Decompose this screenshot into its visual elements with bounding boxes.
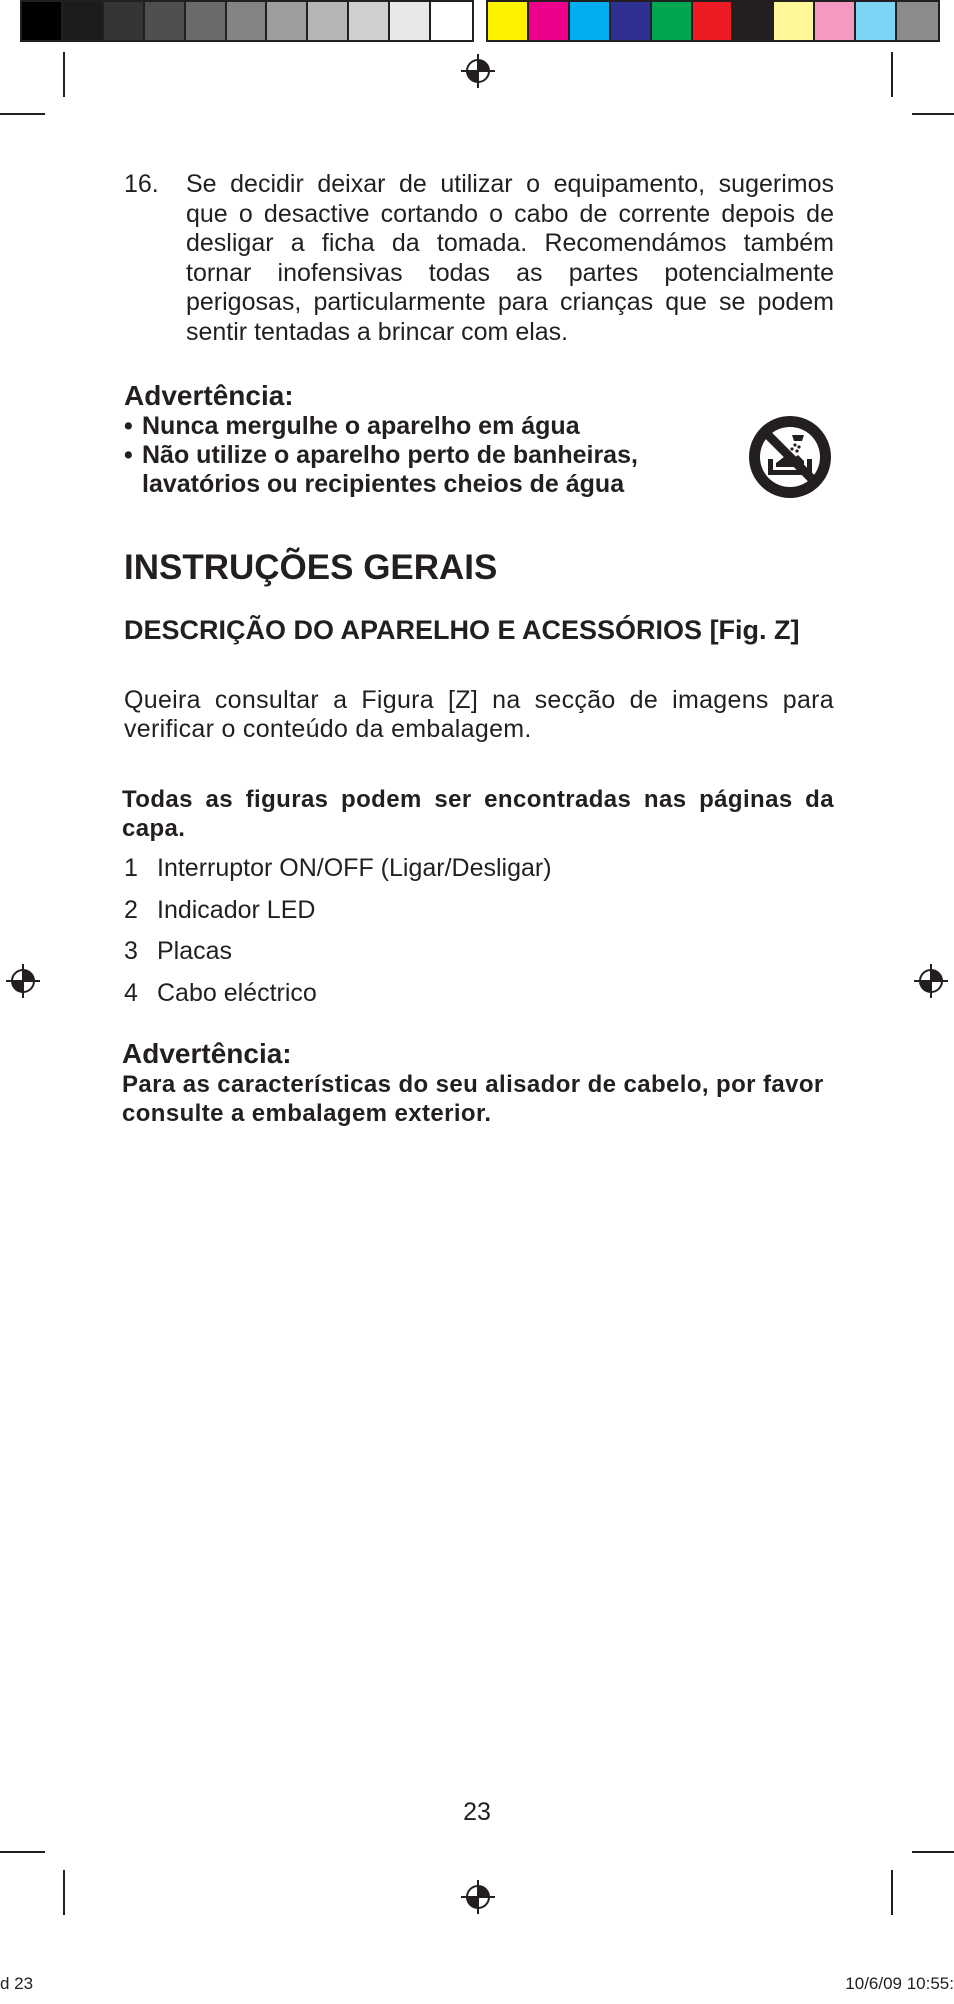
color-swatch: [693, 2, 734, 40]
crop-mark-bottom-left-vertical: [63, 1870, 65, 1915]
item-text: Se decidir deixar de utilizar o equipamento, sugerimos que o desactive cortando o cabo de corrente depois de desligar a ficha da tomada. Recomendámos também tornar inofensivas todas as partes potencialmente perigosas, particularmente para crianças que se podem sentir tentadas a brincar com elas.: [186, 170, 834, 346]
specs-warning: [122, 1038, 834, 1128]
warning-bullet-text: Nunca mergulhe o aparelho em água: [142, 412, 580, 440]
water-warning: [124, 380, 834, 499]
color-swatch: [227, 2, 268, 40]
color-swatch: [733, 2, 774, 40]
color-swatch: [267, 2, 308, 40]
color-swatch: [774, 2, 815, 40]
color-swatch: [390, 2, 431, 40]
part-label: Indicador LED: [157, 895, 316, 924]
figures-note: Todas as figuras podem ser encontradas nas páginas da capa.: [122, 786, 834, 842]
item-number: 16.: [124, 170, 159, 198]
bullet-marker: •: [124, 412, 133, 440]
color-swatch: [186, 2, 227, 40]
registration-mark-icon: [461, 54, 495, 88]
crop-mark-top-left-horizontal: [0, 113, 45, 115]
process-color-bar: [486, 0, 940, 42]
color-swatch: [145, 2, 186, 40]
color-swatch: [104, 2, 145, 40]
parts-list: [124, 854, 834, 1020]
color-swatch: [652, 2, 693, 40]
part-label: Placas: [157, 937, 233, 965]
page-number: 23: [463, 1798, 491, 1826]
no-water-icon: [746, 413, 834, 501]
section-title: INSTRUÇÕES GERAIS: [124, 548, 498, 587]
grayscale-color-bar: [20, 0, 474, 42]
warning-bullet: [124, 441, 834, 499]
color-swatch: [308, 2, 349, 40]
color-swatch: [815, 2, 856, 40]
crop-mark-bottom-right-horizontal: [912, 1851, 954, 1853]
section-description: Queira consultar a Figura [Z] na secção de imagens para verificar o conteúdo da embalagem.: [124, 686, 834, 743]
crop-mark-bottom-right-vertical: [891, 1870, 893, 1915]
color-swatch: [488, 2, 529, 40]
bullet-marker: •: [124, 441, 133, 469]
part-number: 1: [124, 854, 138, 882]
safety-item-16: [124, 170, 834, 347]
color-swatch: [897, 2, 938, 40]
list-item: [124, 854, 834, 896]
warning-heading: Advertência:: [124, 380, 294, 411]
color-swatch: [63, 2, 104, 40]
crop-mark-top-right-horizontal: [912, 113, 954, 115]
color-swatch: [431, 2, 472, 40]
slug-right: 10/6/09 10:55:: [845, 1974, 954, 1993]
registration-mark-icon: [914, 964, 948, 998]
color-swatch: [570, 2, 611, 40]
list-item: [124, 979, 834, 1021]
registration-mark-icon: [461, 1880, 495, 1914]
part-label: Cabo eléctrico: [157, 978, 317, 1007]
warning-text: Para as características do seu alisador de cabelo, por favor consulte a embalagem exterior.: [122, 1071, 824, 1127]
slug-left: d 23: [0, 1974, 34, 1993]
color-swatch: [22, 2, 63, 40]
list-item: [124, 937, 834, 979]
warning-bullet: [124, 412, 834, 441]
list-item: [124, 896, 834, 938]
color-swatch: [611, 2, 652, 40]
color-swatch: [856, 2, 897, 40]
part-number: 4: [124, 978, 138, 1007]
color-swatch: [349, 2, 390, 40]
registration-mark-icon: [6, 964, 40, 998]
color-swatch: [529, 2, 570, 40]
warning-heading: Advertência:: [122, 1038, 292, 1069]
part-number: 3: [124, 937, 138, 965]
crop-mark-top-left-vertical: [63, 52, 65, 97]
part-label: Interruptor ON/OFF (Ligar/Desligar): [157, 854, 552, 882]
crop-mark-top-right-vertical: [891, 52, 893, 97]
part-number: 2: [124, 895, 138, 924]
crop-mark-bottom-left-horizontal: [0, 1851, 45, 1853]
warning-bullet-text: Não utilize o aparelho perto de banheiras, lavatórios ou recipientes cheios de água: [142, 441, 638, 498]
section-subtitle: DESCRIÇÃO DO APARELHO E ACESSÓRIOS [Fig. Z]: [124, 615, 800, 645]
